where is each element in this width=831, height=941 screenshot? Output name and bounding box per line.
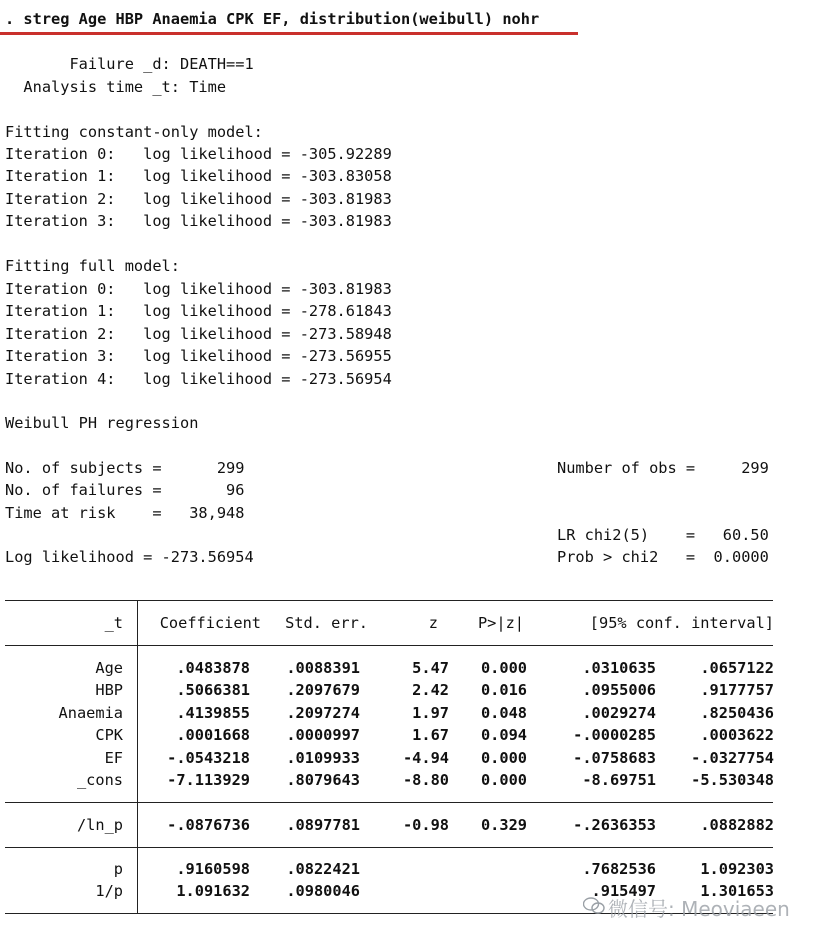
header-std-err: Std. err. [285, 614, 368, 632]
table-cell: -4.94 [402, 748, 449, 767]
row-label: Anaemia [58, 703, 123, 722]
table-cell: .0897781 [286, 816, 360, 834]
stat-time-at-risk: Time at risk = 38,948 [5, 504, 245, 522]
iteration-line: Iteration 1: log likelihood = -303.83058 [5, 167, 392, 186]
iteration-line: Iteration 0: log likelihood = -303.81983 [5, 280, 392, 298]
iteration-line: Iteration 0: log likelihood = -305.92289 [5, 145, 392, 163]
table-cell: 1.091632 [176, 882, 250, 901]
table-cell: 0.016 [480, 681, 527, 700]
table-top-rule [5, 600, 773, 601]
table-cell: .0000997 [286, 726, 360, 745]
stat-nobs: Number of obs = 299 [557, 459, 769, 477]
table-cell: -.0327754 [691, 748, 774, 767]
table-cell: -.2636353 [573, 816, 656, 834]
iteration-line: Iteration 2: log likelihood = -273.58948 [5, 324, 392, 343]
row-label: CPK [95, 726, 123, 745]
table-cell: .8250436 [700, 703, 774, 722]
table-cell: -5.530348 [691, 771, 774, 789]
row-label: HBP [95, 681, 123, 700]
row-label: p [113, 860, 123, 878]
table-vertical-rule [137, 600, 138, 913]
table-cell: 1.67 [412, 726, 449, 745]
header-z: z [428, 614, 438, 632]
row-label: _cons [76, 771, 123, 789]
table-cell: .4139855 [176, 703, 250, 722]
failure-line: Failure _d: DEATH==1 [5, 55, 254, 73]
header-conf-interval: [95% conf. interval] [589, 614, 774, 632]
row-label: 1/p [95, 882, 123, 901]
table-cell: 1.092303 [700, 860, 774, 878]
table-cell: .0109933 [286, 748, 360, 767]
table-cell: .0955006 [582, 681, 656, 700]
row-label: /ln_p [76, 816, 123, 834]
table-cell: .0029274 [582, 703, 656, 722]
table-lnp-rule [5, 802, 773, 803]
model-title: Weibull PH regression [5, 414, 199, 432]
table-cell: 0.094 [480, 726, 527, 745]
iteration-line: Iteration 1: log likelihood = -278.61843 [5, 302, 392, 321]
table-cell: 5.47 [412, 659, 449, 677]
table-cell: .915497 [591, 882, 656, 901]
table-cell: -.0543218 [167, 748, 250, 767]
table-cell: .9177757 [700, 681, 774, 700]
table-header-rule [5, 645, 773, 646]
header-coefficient: Coefficient [159, 614, 261, 632]
wechat-icon [583, 897, 605, 915]
table-cell: -.0876736 [167, 816, 250, 834]
watermark-text: 微信号: Meoviaeen [608, 897, 790, 921]
table-cell: .0822421 [286, 860, 360, 878]
iteration-line: Iteration 3: log likelihood = -273.56955 [5, 347, 392, 366]
table-cell: .0088391 [286, 659, 360, 677]
table-cell: -8.80 [402, 771, 449, 789]
table-cell: 0.000 [480, 748, 527, 767]
row-label: Age [95, 659, 123, 677]
stat-subjects: No. of subjects = 299 [5, 459, 245, 477]
table-cell: -8.69751 [582, 771, 656, 789]
table-cell: -0.98 [402, 816, 449, 834]
table-cell: .2097679 [286, 681, 360, 700]
table-cell: .0001668 [176, 726, 250, 745]
table-cell: -7.113929 [167, 771, 250, 789]
table-p-rule [5, 847, 773, 848]
table-cell: .0882882 [700, 816, 774, 834]
analysis-time-line: Analysis time _t: Time [5, 78, 227, 96]
table-cell: 0.048 [480, 703, 527, 722]
table-cell: -.0758683 [573, 748, 656, 767]
table-cell: 0.000 [480, 771, 527, 789]
table-cell: .0310635 [582, 659, 656, 677]
table-cell: .0483878 [176, 659, 250, 677]
table-cell: .0657122 [700, 659, 774, 677]
stat-failures: No. of failures = 96 [5, 481, 245, 499]
iteration-line: Iteration 4: log likelihood = -273.56954 [5, 369, 392, 388]
table-cell: 1.97 [412, 703, 449, 722]
header-t: _t [104, 614, 123, 632]
table-cell: .5066381 [176, 681, 250, 700]
table-cell: .8079643 [286, 771, 360, 789]
iteration-line: Iteration 3: log likelihood = -303.81983 [5, 212, 392, 231]
table-cell: .9160598 [176, 860, 250, 878]
table-cell: -.0000285 [573, 726, 656, 745]
stat-prob-chi2: Prob > chi2 = 0.0000 [557, 548, 769, 566]
iteration-line: Iteration 2: log likelihood = -303.81983 [5, 189, 392, 208]
stat-log-likelihood: Log likelihood = -273.56954 [5, 548, 254, 566]
table-cell: 0.329 [480, 816, 527, 834]
stat-lr-chi2: LR chi2(5) = 60.50 [557, 526, 769, 544]
table-cell: .0003622 [700, 726, 774, 745]
table-cell: 0.000 [480, 659, 527, 677]
row-label: EF [104, 748, 123, 767]
table-cell: .7682536 [582, 860, 656, 878]
constant-model-header: Fitting constant-only model: [5, 123, 263, 141]
table-cell: 2.42 [412, 681, 449, 700]
table-cell: 1.301653 [700, 882, 774, 901]
table-cell: .2097274 [286, 703, 360, 722]
table-cell: .0980046 [286, 882, 360, 901]
command-underline [0, 32, 578, 35]
header-pvalue: P>|z| [477, 614, 524, 632]
full-model-header: Fitting full model: [5, 257, 180, 275]
command-line: . streg Age HBP Anaemia CPK EF, distribution(weibull) nohr [5, 10, 540, 28]
